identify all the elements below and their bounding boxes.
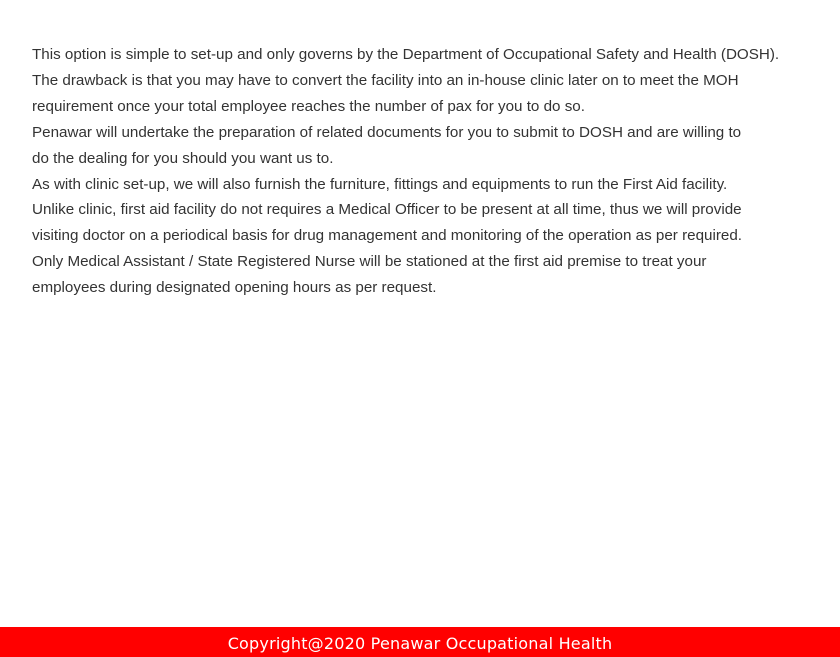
- paragraph-line: Only Medical Assistant / State Registered Nurse will be stationed at the first aid premise to treat your: [32, 253, 707, 271]
- paragraph-line: Unlike clinic, first aid facility do not requires a Medical Officer to be present at all time, thus we will provide: [32, 201, 742, 219]
- paragraph-line: As with clinic set-up, we will also furnish the furniture, fittings and equipments to run the First Aid facility.: [32, 175, 728, 193]
- paragraph-line: The drawback is that you may have to convert the facility into an in-house clinic later on to meet the MOH: [32, 71, 739, 89]
- footer-bar: [0, 627, 840, 657]
- paragraph-line: requirement once your total employee reaches the number of pax for you to do so.: [32, 97, 585, 115]
- paragraph-line: do the dealing for you should you want us to.: [32, 149, 334, 167]
- main-content: [32, 42, 822, 301]
- paragraph-line: This option is simple to set-up and only governs by the Department of Occupational Safety and Health (DOSH).: [32, 46, 780, 63]
- paragraph-line: visiting doctor on a periodical basis for drug management and monitoring of the operation as per required.: [32, 227, 743, 245]
- paragraph-line: employees during designated opening hours as per request.: [32, 279, 437, 297]
- paragraph-line: Penawar will undertake the preparation of related documents for you to submit to DOSH and are willing to: [32, 123, 742, 141]
- copyright-text: Copyright@2020 Penawar Occupational Health: [227, 633, 613, 653]
